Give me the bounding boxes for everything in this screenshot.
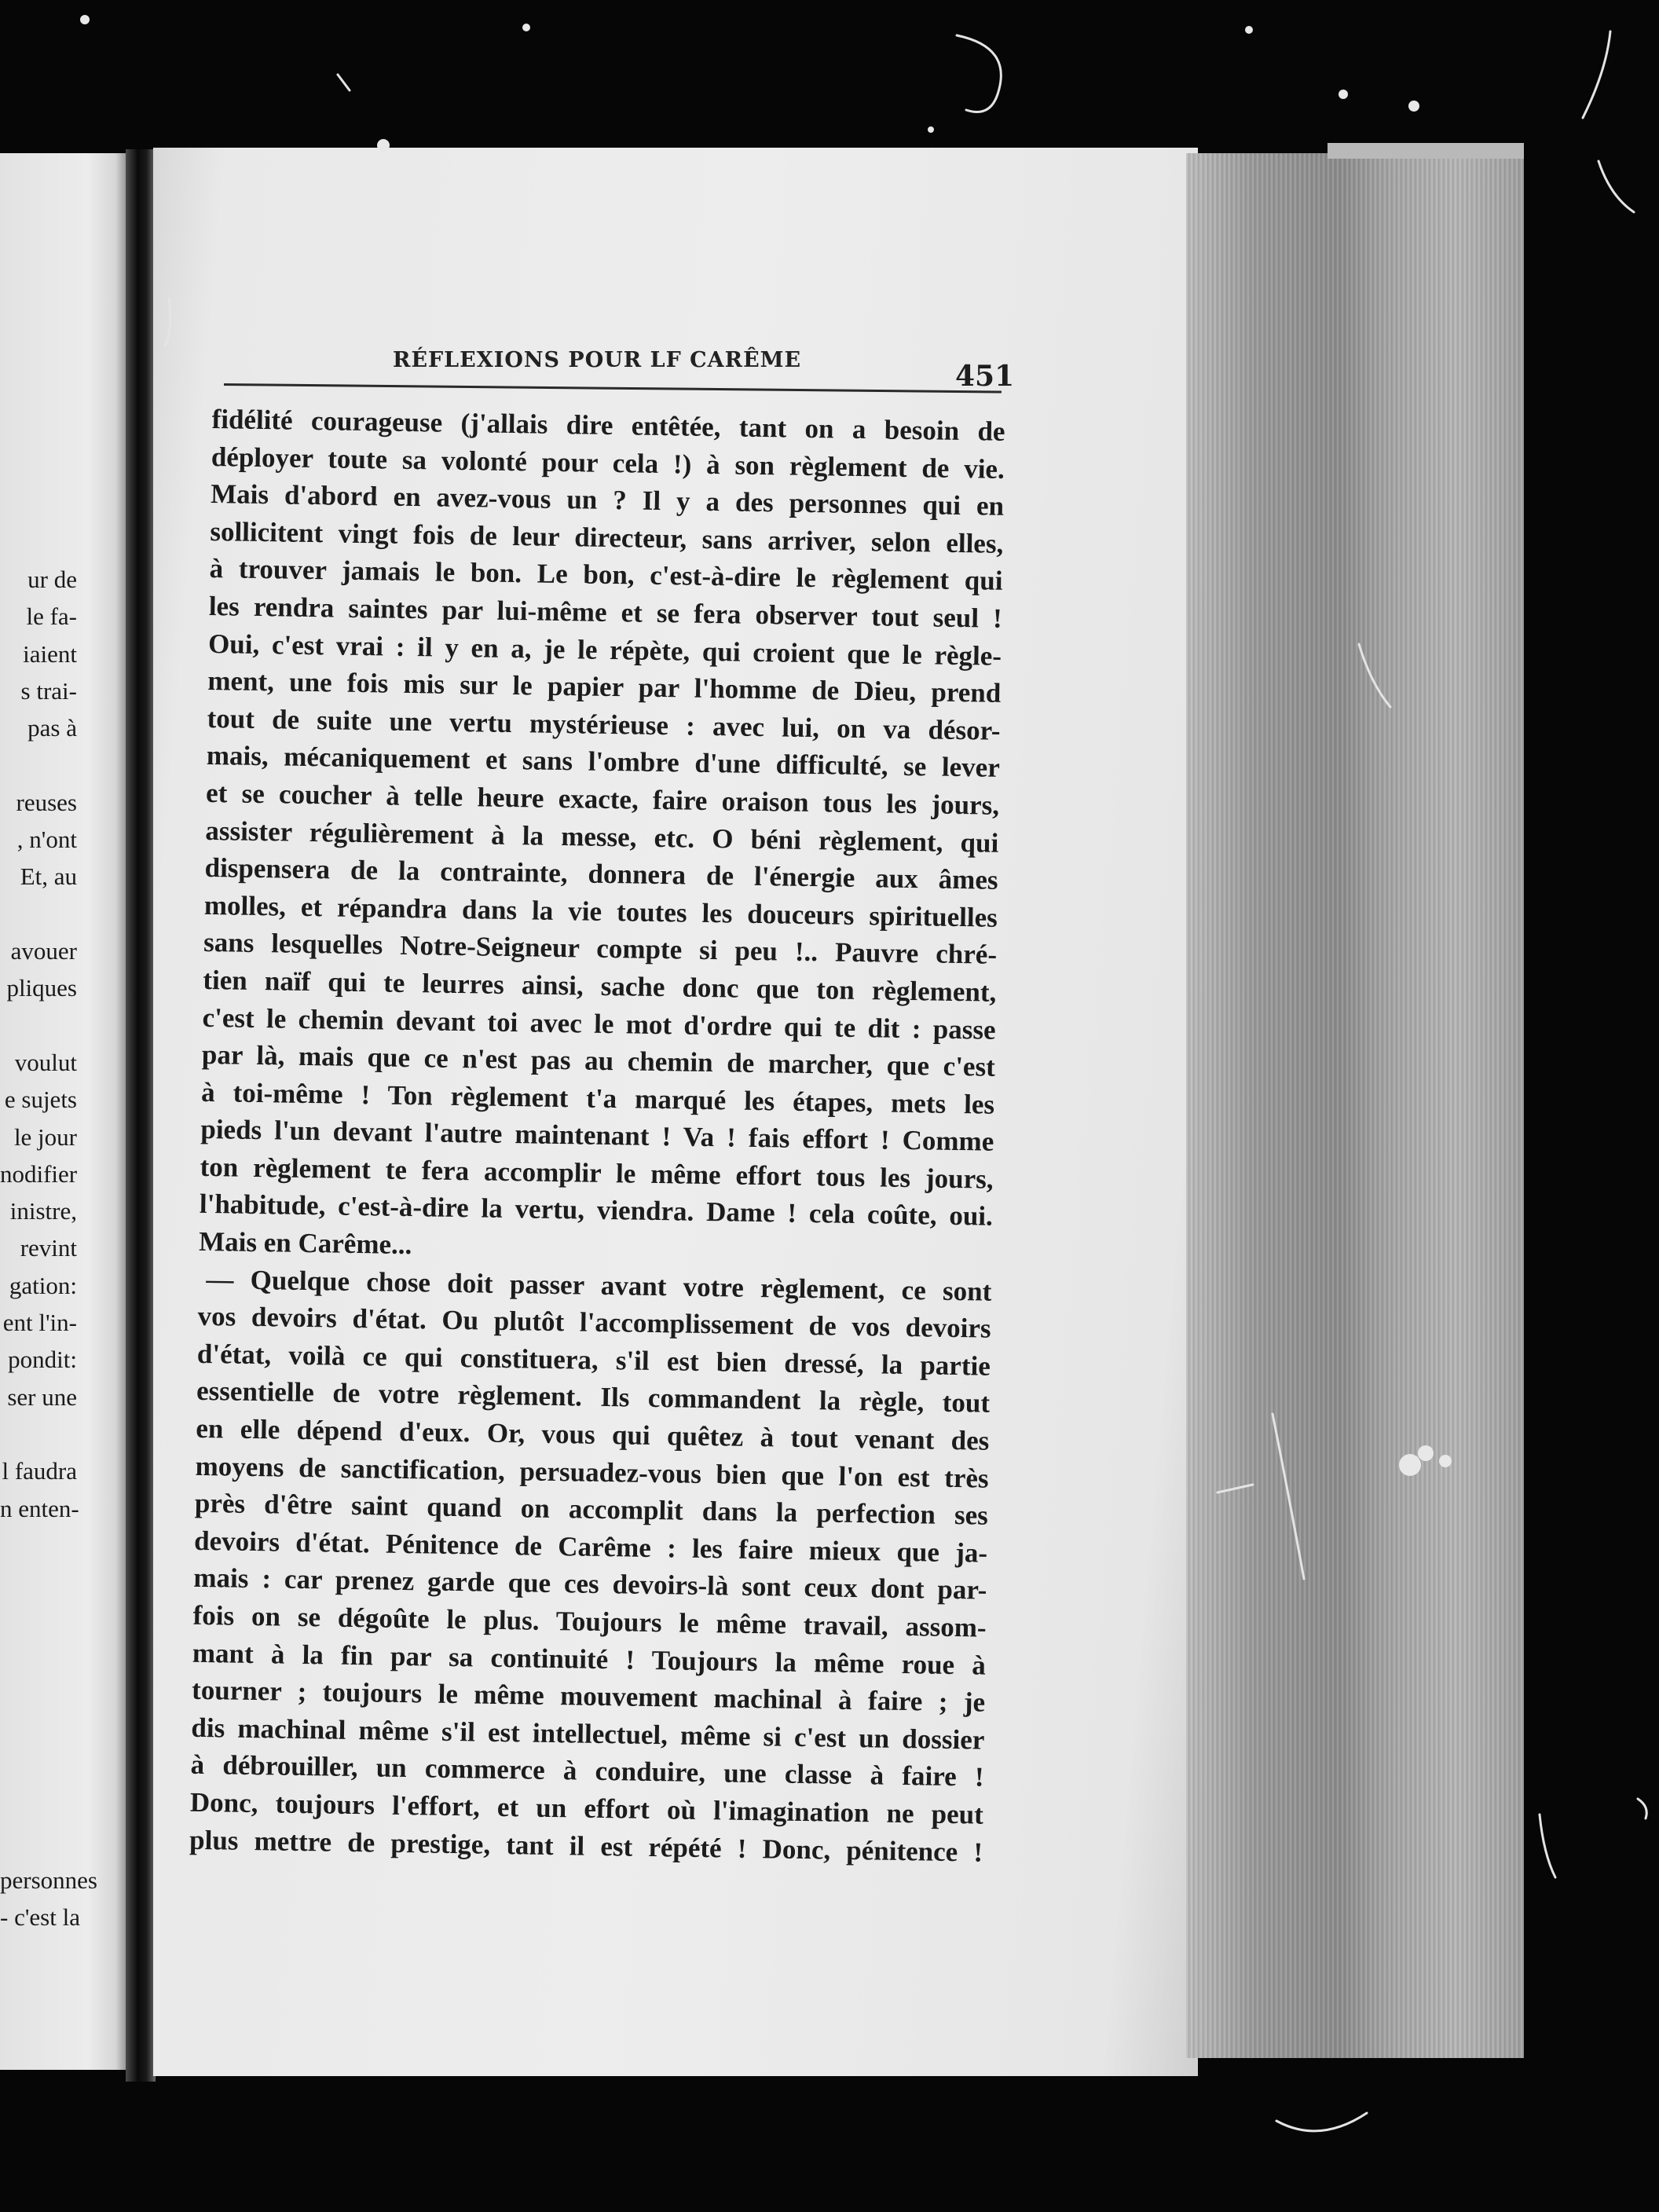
scratch-mark <box>1583 31 1610 118</box>
dust-speck <box>928 126 934 133</box>
left-page-fragment: reuses <box>16 788 77 816</box>
text-line: c'est le chemin devant toi avec le mot d'ordre qui te dit : passe <box>202 1002 996 1046</box>
text-line: vos devoirs d'état. Ou plutôt l'accomplissement de vos devoirs <box>197 1301 991 1344</box>
dust-speck <box>1399 1454 1421 1476</box>
text-line: Mais en Carême... <box>198 1225 412 1261</box>
left-page-fragment: Et, au <box>20 862 77 891</box>
text-line: mant à la fin par sa continuité ! Toujours la même roue à <box>192 1637 987 1681</box>
text-line: sans lesquelles Notre-Seigneur compte si peu !.. Pauvre chré- <box>203 927 998 971</box>
left-page-fragment: ent l'in- <box>2 1309 77 1336</box>
scratch-mark <box>1276 2113 1367 2131</box>
left-page-fragment: s trai- <box>20 676 77 705</box>
left-page-fragment: pas à <box>27 714 77 742</box>
left-page-fragment: inistre, <box>9 1197 77 1225</box>
text-line: tourner ; toujours le même mouvement machinal à faire ; je <box>191 1674 986 1718</box>
text-line: fidélité courageuse (j'allais dire entêtée, tant on a besoin de <box>211 403 1005 447</box>
text-line: à toi-même ! Ton règlement t'a marqué les étapes, mets les <box>200 1076 995 1120</box>
text-line: devoirs d'état. Pénitence de Carême : les faire mieux que ja- <box>193 1525 988 1569</box>
text-line: sollicitent vingt fois de leur directeur, sans arriver, selon elles, <box>210 515 1004 559</box>
left-page-fragment: pliques <box>6 974 77 1002</box>
text-line: l'habitude, c'est-à-dire la vertu, viendra. Dame ! cela coûte, oui. <box>199 1188 994 1232</box>
left-page-fragment: gation: <box>9 1271 77 1299</box>
text-line: moyens de sanctification, persuadez-vous bien que l'on est très <box>195 1450 989 1494</box>
left-page-fragment: personnes <box>0 1866 97 1894</box>
text-line: déployer toute sa volonté pour cela !) à son règlement de vie. <box>211 441 1005 485</box>
scratch-mark <box>165 298 170 346</box>
text-line: à trouver jamais le bon. Le bon, c'est-à-dire le règlement qui <box>209 553 1003 597</box>
left-page-fragment: n enten- <box>0 1494 79 1522</box>
dust-speck <box>80 15 90 24</box>
left-page-fragment: ser une <box>7 1382 77 1411</box>
text-line: pieds l'un devant l'autre maintenant ! Va ! fais effort ! Comme <box>200 1114 994 1158</box>
text-line: ton règlement te fera accomplir le même effort tous les jours, <box>200 1151 994 1195</box>
text-line: d'état, voilà ce qui constituera, s'il est bien dressé, la partie <box>196 1338 991 1382</box>
text-line: tout de suite une vertu mystérieuse : avec lui, on va désor- <box>207 702 1001 746</box>
text-line: à débrouiller, un commerce à conduire, une classe à faire ! <box>190 1749 984 1793</box>
text-line: ment, une fois mis sur le papier par l'homme de Dieu, prend <box>207 665 1002 709</box>
scratch-mark <box>1540 1815 1555 1877</box>
left-page-fragment: e sujets <box>4 1086 77 1114</box>
dust-speck <box>1245 26 1253 34</box>
text-line: Oui, c'est vrai : il y en a, je le répète, qui croient que le règle- <box>207 628 1002 672</box>
text-line: assister régulièrement à la messe, etc. O béni règlement, qui <box>205 815 999 859</box>
dust-speck <box>1418 1445 1434 1461</box>
text-line: fois on se dégoûte le plus. Toujours le même travail, assom- <box>192 1599 987 1643</box>
left-page-fragment: le fa- <box>26 602 77 631</box>
text-line: et se coucher à telle heure exacte, faire oraison tous les jours, <box>205 777 1000 821</box>
left-page-fragment: le jour <box>13 1122 77 1151</box>
left-page-fragment: ur de <box>27 566 77 593</box>
dust-speck <box>1408 101 1419 112</box>
left-page-fragment: l faudra <box>2 1457 77 1485</box>
left-page-fragment: nodifier <box>0 1159 78 1188</box>
scratch-mark <box>1638 1799 1646 1818</box>
scratch-mark <box>1273 1414 1304 1579</box>
dust-speck <box>522 24 530 31</box>
text-line: tien naïf qui te leurres ainsi, sache donc que ton règlement, <box>203 964 997 1008</box>
scratch-mark <box>1599 161 1634 212</box>
running-head: RÉFLEXIONS POUR LF CARÊME <box>393 348 802 372</box>
scratch-mark <box>1218 1485 1253 1492</box>
left-page-fragment: voulut <box>14 1048 77 1076</box>
text-line: molles, et répandra dans la vie toutes les douceurs spirituelles <box>203 889 998 933</box>
dust-speck <box>377 139 390 152</box>
text-line: Mais d'abord en avez-vous un ? Il y a des personnes qui en <box>210 478 1005 522</box>
text-line: Donc, toujours l'effort, et un effort où l'imagination ne peut <box>189 1786 984 1830</box>
left-page-fragment: revint <box>20 1234 77 1262</box>
left-page-fragment: iaient <box>23 639 77 668</box>
text-line: près d'être saint quand on accomplit dans la perfection ses <box>194 1488 989 1531</box>
page-number: 451 <box>955 360 1015 393</box>
left-page-fragment: - c'est la <box>0 1903 80 1931</box>
scratch-mark <box>338 75 350 90</box>
dust-speck <box>1439 1455 1452 1467</box>
scratch-mark <box>1359 644 1390 707</box>
text-line: dis machinal même s'il est intellectuel, même si c'est un dossier <box>191 1712 985 1756</box>
text-line: dispensera de la contrainte, donnera de l'énergie aux âmes <box>204 852 998 895</box>
left-page-fragment: avouer <box>10 937 77 965</box>
text-line: en elle dépend d'eux. Or, vous qui quêtez à tout venant des <box>196 1412 990 1456</box>
left-page-fragment: pondit: <box>8 1346 77 1374</box>
text-line: plus mettre de prestige, tant il est répété ! Donc, pénitence ! <box>189 1824 983 1868</box>
text-line: mais : car prenez garde que ces devoirs-là sont ceux dont par- <box>193 1562 987 1606</box>
text-line: — Quelque chose doit passer avant votre règlement, ce sont <box>206 1263 992 1307</box>
left-page-fragment: , n'ont <box>16 826 77 854</box>
text-line: par là, mais que ce n'est pas au chemin de marcher, que c'est <box>201 1038 996 1082</box>
scratch-mark <box>957 35 1001 112</box>
text-line: essentielle de votre règlement. Ils commandent la règle, tout <box>196 1375 991 1419</box>
text-line: mais, mécaniquement et sans l'ombre d'une difficulté, se lever <box>206 740 1001 784</box>
text-line: les rendra saintes par lui-même et se fera observer tout seul ! <box>208 590 1003 634</box>
dust-speck <box>1339 90 1348 99</box>
